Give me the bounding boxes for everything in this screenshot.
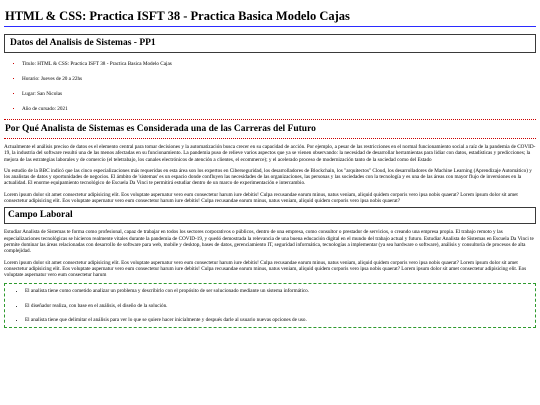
list-item: ▪ Horario: Jueves de 20 a 22hs: [22, 76, 536, 83]
list-item: • El analista tiene como cometido analizar un problema y describirlo con el propósito de ser solucionado mediante un sistema informático.: [25, 288, 535, 294]
paragraph: Actualmente el análisis preciso de datos es el elemento central para tomar decisiones y la automatización busca crecer en su capacidad de acción. Por ejemplo, a pesar de las restricciones en el normal funcionamiento social a raíz de la pandemia de COVID-19, la industria del software resultó una de las menos afectadas en su funcionamiento. La pandemia puso de relieve varios aspectos que ya se vienen observando: la necesidad de desarrollar herramientas para lidiar con datos, estadísticas y predicciones; la mejora de las estrategias laborales y de comercio (el teletrabajo, los canales electrónicos de atención a clientes, el ecommerce); y el acelerado proceso de modernización tanto de la sociedad como del Estado: [4, 144, 536, 163]
analista-list: [4, 283, 536, 328]
paragraph: Lorem ipsum dolor sit amet consectetur adipisicing elit. Eos voluptate aspernatur vero eum consectetur harum iure debitis! Culpa recusandae earum minus, natus veniam, aliquid quidem corporis vero ipsa nobis quaerat? Lorem ipsum dolor sit amet consectetur adipisicing elit. Eos voluptate aspernatur vero eum consectetur harum iure debitis! Culpa recusandae earum minus, natus veniam, aliquid quidem corporis vero ipsa nobis quaerat? Lorem ipsum dolor sit amet consectetur adipisicing elit. Eos voluptate aspernatur vero eum consectetur harum: [4, 259, 527, 279]
info-list: [4, 53, 536, 120]
list-item: ▪ Año de cursado: 2021: [22, 106, 536, 113]
page-title: HTML & CSS: Practica ISFT 38 - Practica Basica Modelo Cajas: [4, 0, 536, 27]
list-item: ▪ Lugar: San Nicolas: [22, 91, 536, 98]
list-item: ▪ Titulo: HTML & CSS: Practica ISFT 38 - Practica Basica Modelo Cajas: [22, 61, 536, 68]
list-item: • El diseñador realiza, con base en el análisis, el diseño de la solución.: [25, 303, 535, 309]
section-title-campo-laboral: Campo Laboral: [4, 207, 536, 224]
paragraph: Estudiar Analista de Sistemas te forma como profesional, capaz de trabajar en todos los sectores corporativos o públicos, dentro de una empresa, como consultor o prestador de servicios, o creando una empresa propia. El trabajo remoto y las especializaciones tecnológicas se hicieron realmente vitales durante la pandemia de COVID-19, y quedó demostrada la relevancia de una buena educación digital en el mundo del trabajo actual y futuro. Estudiar Analista de Sistemas en Escuela Da Vinci te permite dominar las áreas relacionadas con desarrollo de software para web, mobile y desktop, bases de datos, gerenciamiento IT, seguridad informática, tecnologías a implementar (ya sea hardware o software), análisis y consultoría de procesos de alta complejidad.: [4, 229, 534, 255]
section-title-carreras: Por Qué Analista de Sistemas es Considerada una de las Carreras del Futuro: [4, 122, 536, 139]
paragraph: Un estudio de la BBC indicó que las cinco especializaciones más requeridas en esta área son los expertos en Ciberseguridad, los desarrolladores de Blockchain, los "arquitectos" Cloud, los desarrolladores de Machine Learning (Aprendizaje Automático) y los analistas de datos y oportunidades de negocios. El ámbito de 'sistemas' es un espacio donde confluyen las necesidades de las organizaciones, las personas y las sociedades con la tecnología y es una de las áreas con mayor flujo de inversiones en la actualidad. El enorme equipamiento tecnológico de Escuela Da Vinci te permitirá estudiar dentro de un marco de experimentación e intercambio.: [4, 167, 532, 187]
datos-box-title: Datos del Analisis de Sistemas - PP1: [4, 34, 536, 53]
paragraph: Lorem ipsum dolor sit amet consectetur adipisicing elit. Eos voluptate aspernatur vero eum consectetur harum iure debitis! Culpa recusandae earum minus, natus veniam, aliquid quidem corporis vero ipsa nobis quaerat? Lorem ipsum dolor sit amet consectetur adipisicing elit. Eos voluptate aspernatur vero eum consectetur harum iure debitis! Culpa recusandae earum minus, natus veniam, aliquid quidem corporis vero ipsa nobis quaerat?: [4, 191, 518, 205]
list-item: • El analista tiene que delimitar el análisis para ver lo que se quiere hacer inicialmente y después darle al usuario nuevas opciones de uso.: [25, 317, 535, 323]
